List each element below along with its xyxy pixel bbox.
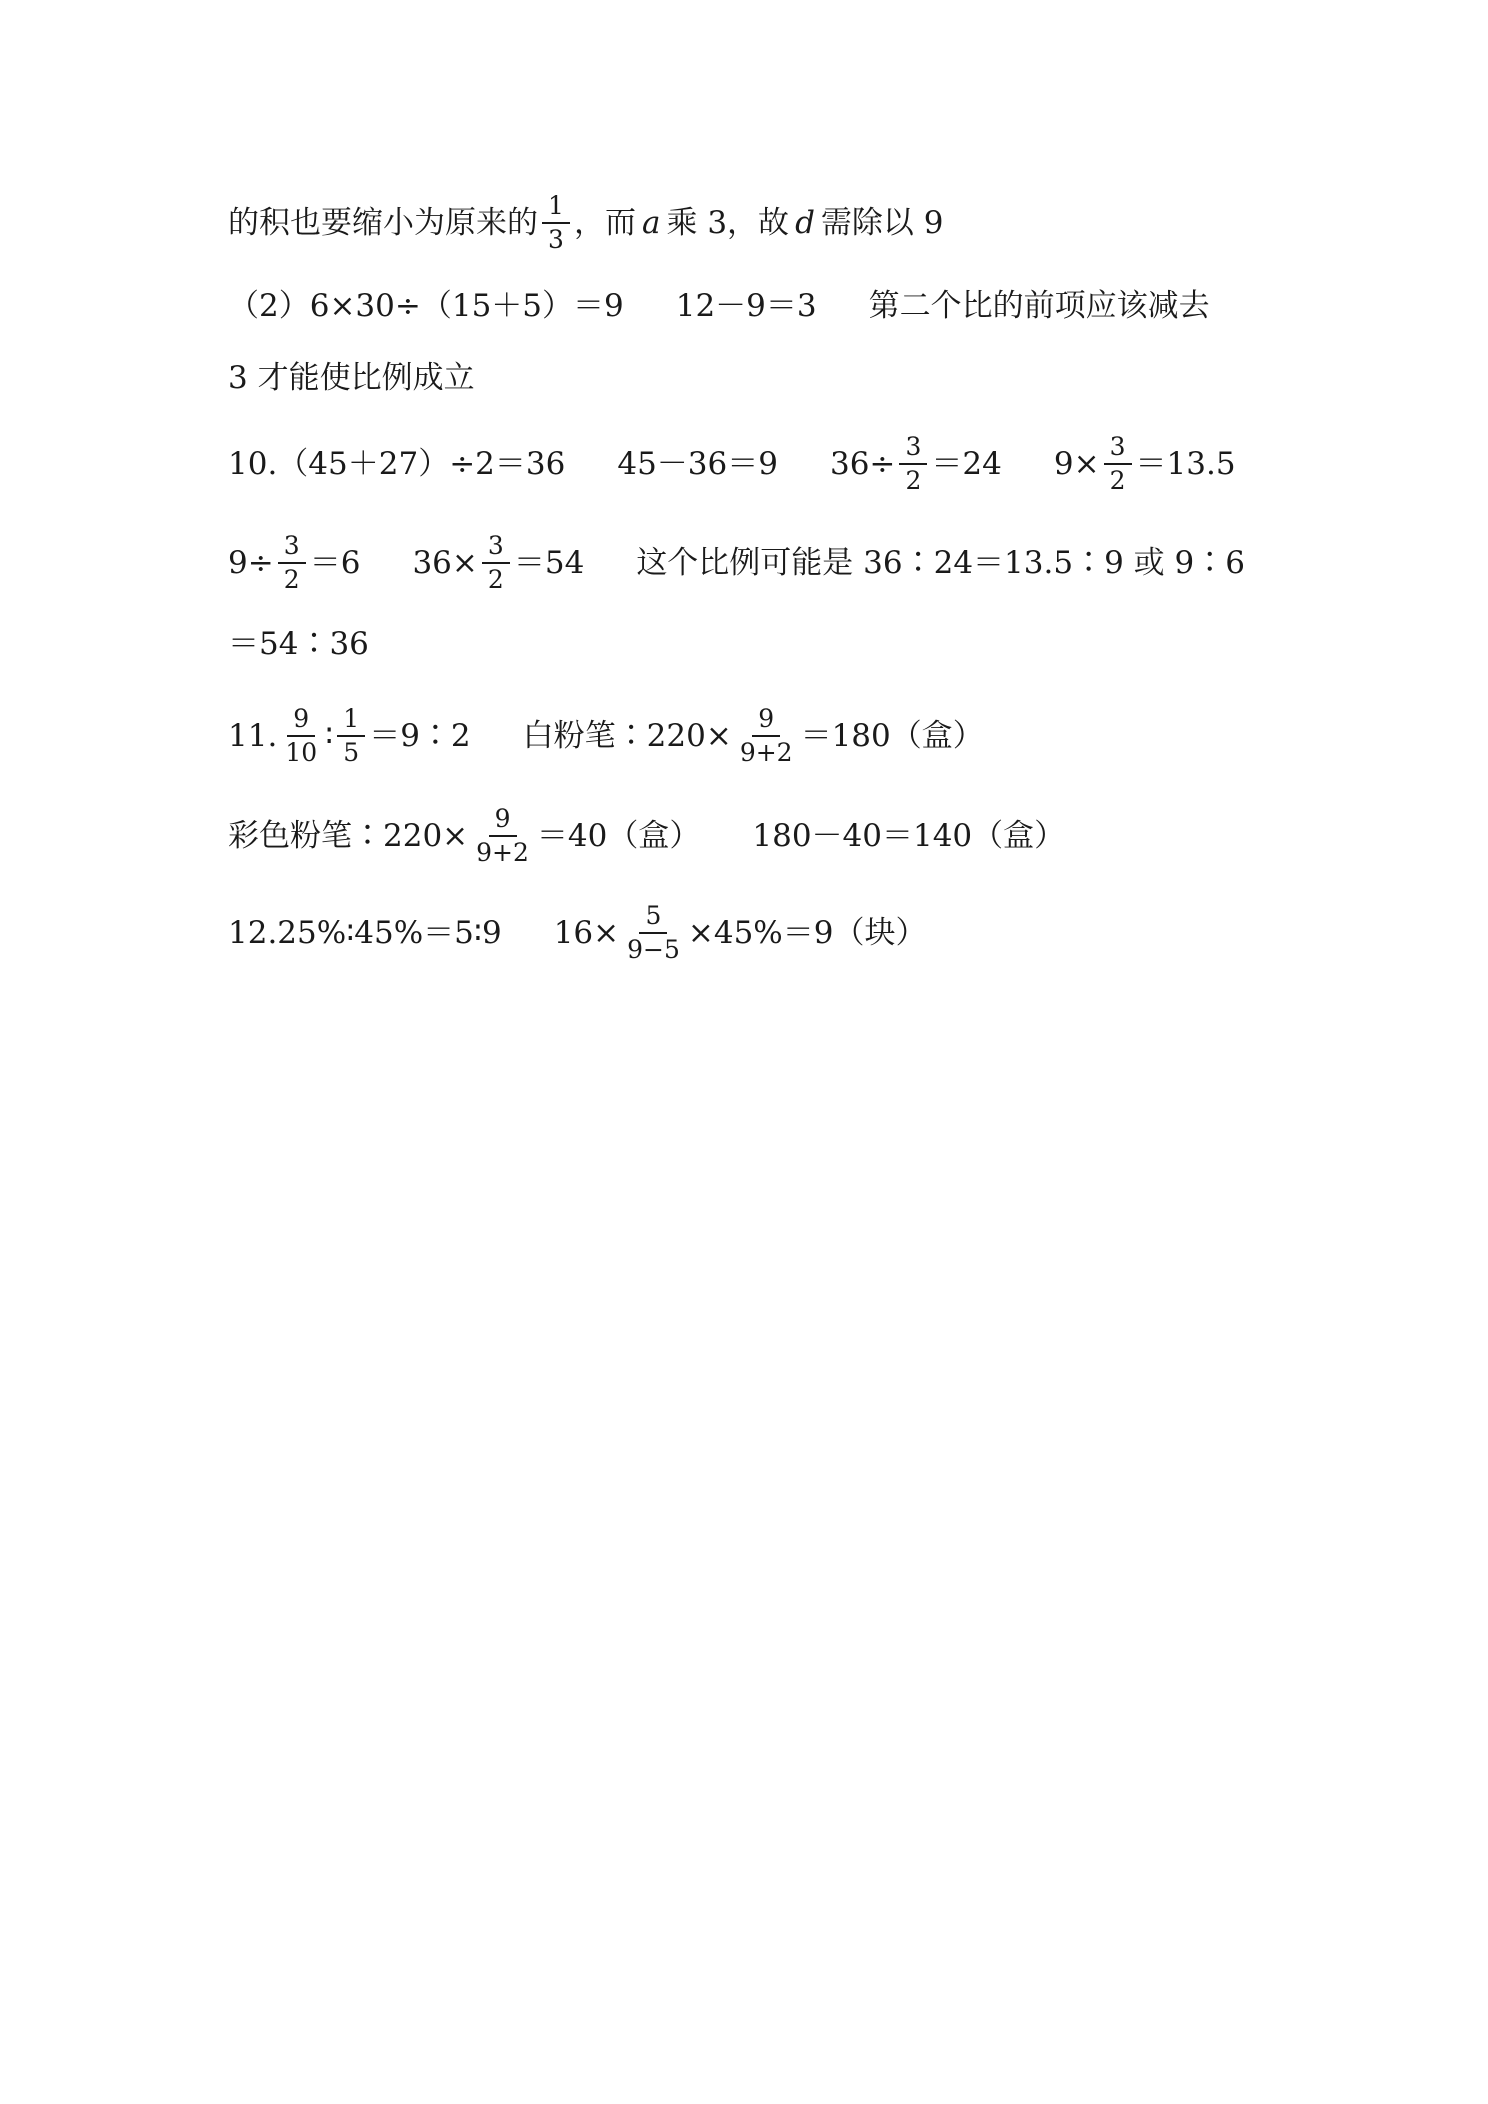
- answer-line-9-2-continued: [228, 356, 1288, 398]
- expression: ＝6: [309, 545, 361, 581]
- fraction: [542, 192, 570, 254]
- fraction: [281, 705, 321, 767]
- answer-line-12: [228, 902, 1288, 964]
- text-segment: 需除以 9: [820, 205, 944, 241]
- fraction: [1104, 433, 1132, 495]
- fraction: [736, 705, 797, 767]
- fraction-denominator: 2: [487, 565, 504, 594]
- answer-line-10-3: [228, 622, 1288, 664]
- answer-line-9-1-continued: [228, 192, 1288, 254]
- fraction-denominator: 2: [1109, 466, 1126, 495]
- expression: ＝24: [931, 446, 1002, 482]
- expression: 彩色粉笔∶220×: [228, 818, 469, 854]
- expression: 白粉笔∶220×: [522, 718, 732, 754]
- answer-line-9-2: [228, 284, 1288, 326]
- fraction-denominator: 9+2: [739, 738, 793, 767]
- fraction: [899, 433, 927, 495]
- item-number: 11.: [228, 718, 278, 754]
- expression: ＝180（盒）: [800, 718, 984, 754]
- expression: 16×: [553, 915, 620, 951]
- variable-d: d: [795, 205, 815, 241]
- expression: 9×: [1053, 446, 1100, 482]
- fraction-denominator: 9−5: [627, 935, 680, 964]
- answer-line-11: [228, 705, 1288, 767]
- variable-a: a: [642, 205, 661, 241]
- fraction: [623, 902, 684, 964]
- fraction-numerator: 3: [482, 532, 510, 564]
- fraction-numerator: 3: [899, 433, 927, 465]
- fraction-numerator: 9: [489, 805, 517, 837]
- answer-line-11-2: [228, 805, 1288, 867]
- expression: 12.25%∶45%＝5∶9: [228, 915, 502, 951]
- expression: 9÷: [228, 545, 274, 581]
- expression: 45－36＝9: [617, 446, 778, 482]
- fraction-denominator: 3: [548, 225, 564, 254]
- fraction-numerator: 1: [542, 192, 570, 224]
- fraction-denominator: 2: [905, 466, 922, 495]
- expression: 10.（45＋27）÷2＝36: [228, 446, 566, 482]
- answer-line-10: [228, 433, 1288, 495]
- fraction-denominator: 9+2: [476, 838, 529, 867]
- expression: ＝54∶36: [228, 625, 369, 662]
- fraction-numerator: 3: [1104, 433, 1132, 465]
- fraction: [278, 532, 306, 594]
- answer-line-10-2: [228, 532, 1288, 594]
- fraction-numerator: 3: [278, 532, 306, 564]
- fraction-numerator: 1: [337, 705, 365, 737]
- expression: ＝9∶2: [369, 718, 471, 754]
- expression: ＝54: [513, 545, 585, 581]
- fraction-denominator: 2: [283, 565, 300, 594]
- fraction: [472, 805, 533, 867]
- fraction-denominator: 5: [343, 738, 360, 767]
- fraction-numerator: 5: [639, 902, 667, 934]
- text-segment: 的积也要缩小为原来的: [228, 205, 538, 241]
- expression: 36÷: [829, 446, 896, 482]
- text-segment: 这个比例可能是 36∶24＝13.5∶9 或 9∶6: [636, 545, 1245, 581]
- expression: ＝13.5: [1135, 446, 1236, 482]
- expression: 12－9＝3: [675, 287, 817, 324]
- expression: ＝40（盒）: [536, 818, 701, 854]
- expression: 180－40＝140（盒）: [752, 818, 1066, 854]
- fraction-numerator: 9: [752, 705, 780, 737]
- ratio-colon: ∶: [325, 718, 334, 754]
- text-segment: 第二个比的前项应该减去: [868, 287, 1210, 324]
- fraction-denominator: 10: [285, 738, 318, 767]
- expression: ×45%＝9（块）: [687, 915, 927, 951]
- expression: （2）6×30÷（15＋5）＝9: [228, 287, 624, 324]
- text-segment: 3 才能使比例成立: [228, 359, 475, 396]
- expression: 36×: [412, 545, 478, 581]
- text-segment: 乘 3，故: [666, 205, 790, 241]
- text-segment: ，而: [574, 205, 636, 241]
- fraction: [337, 705, 365, 767]
- fraction-numerator: 9: [287, 705, 315, 737]
- fraction: [482, 532, 510, 594]
